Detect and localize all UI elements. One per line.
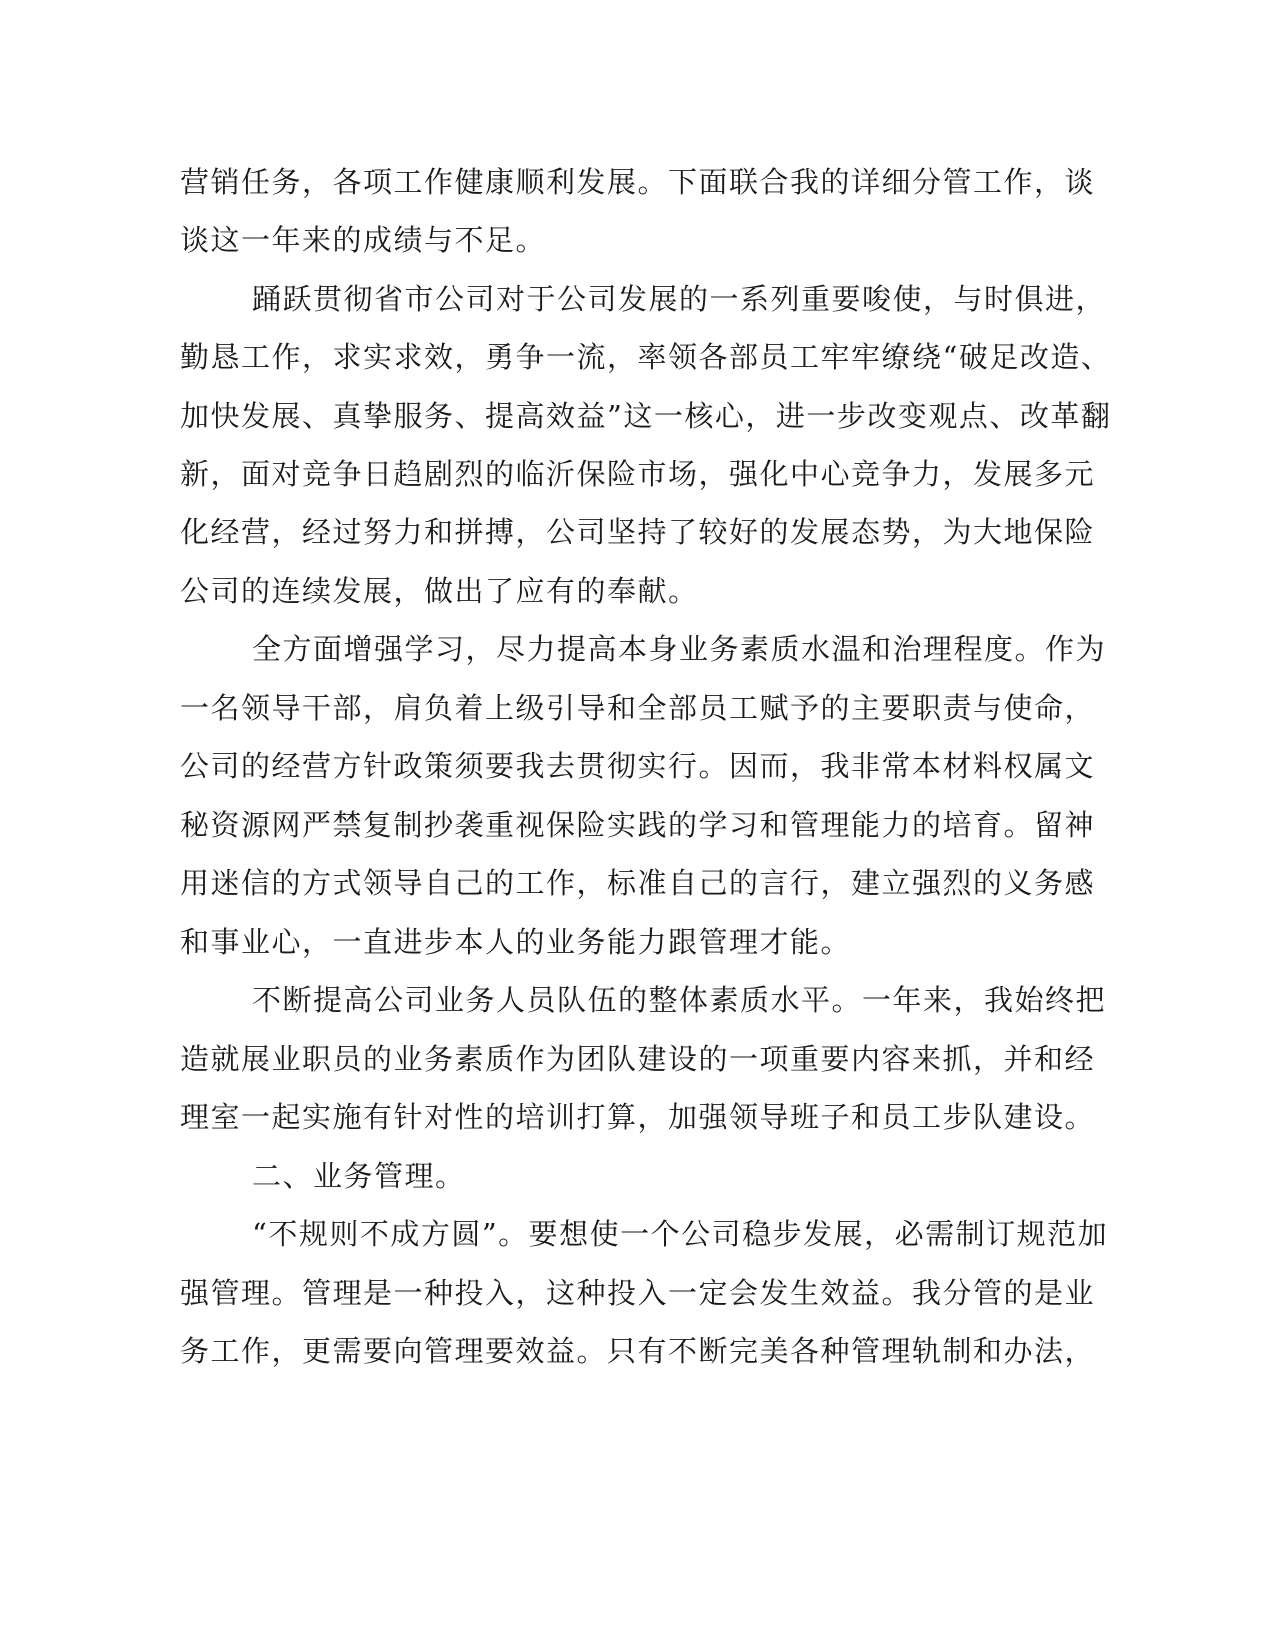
- text-line: 加快发展、真挚服务、提高效益”这一核心，进一步改变观点、改革翻: [180, 399, 1112, 433]
- text-line: 不断提高公司业务人员队伍的整体素质水平。一年来，我始终把: [252, 983, 1107, 1017]
- text-line: 新，面对竞争日趋剧烈的临沂保险市场，强化中心竞争力，发展多元: [180, 457, 1096, 491]
- text-line: 公司的连续发展，做出了应有的奉献。: [180, 574, 699, 608]
- text-line: “不规则不成方圆”。要想使一个公司稳步发展，必需制订规范加: [252, 1217, 1109, 1251]
- text-line: 秘资源网严禁复制抄袭重视保险实践的学习和管理能力的培育。留神: [180, 808, 1096, 842]
- text-line: 勤恳工作，求实求效，勇争一流，率领各部员工牢牢缭绕“破足改造、: [180, 340, 1112, 374]
- text-line: 用迷信的方式领导自己的工作，标准自己的言行，建立强烈的义务感: [180, 866, 1096, 900]
- text-line: 谈这一年来的成绩与不足。: [180, 223, 547, 257]
- text-line: 理室一起实施有针对性的培训打算，加强领导班子和员工步队建设。: [180, 1100, 1096, 1134]
- text-line: 强管理。管理是一种投入，这种投入一定会发生效益。我分管的是业: [180, 1276, 1096, 1310]
- text-line: 公司的经营方针政策须要我去贯彻实行。因而，我非常本材料权属文: [180, 749, 1096, 783]
- text-line: 务工作，更需要向管理要效益。只有不断完美各种管理轨制和办法，: [180, 1334, 1096, 1368]
- text-line: 营销任务，各项工作健康顺利发展。下面联合我的详细分管工作，谈: [180, 165, 1096, 199]
- text-line: 和事业心，一直进步本人的业务能力跟管理才能。: [180, 925, 852, 959]
- text-line: 踊跃贯彻省市公司对于公司发展的一系列重要唆使，与时俱进，: [252, 282, 1107, 316]
- text-line: 全方面增强学习，尽力提高本身业务素质水温和治理程度。作为: [252, 632, 1107, 666]
- section-heading: 二、业务管理。: [252, 1159, 466, 1193]
- text-line: 造就展业职员的业务素质作为团队建设的一项重要内容来抓，并和经: [180, 1042, 1096, 1076]
- text-line: 化经营，经过努力和拼搏，公司坚持了较好的发展态势，为大地保险: [180, 515, 1096, 549]
- text-line: 一名领导干部，肩负着上级引导和全部员工赋予的主要职责与使命，: [180, 691, 1096, 725]
